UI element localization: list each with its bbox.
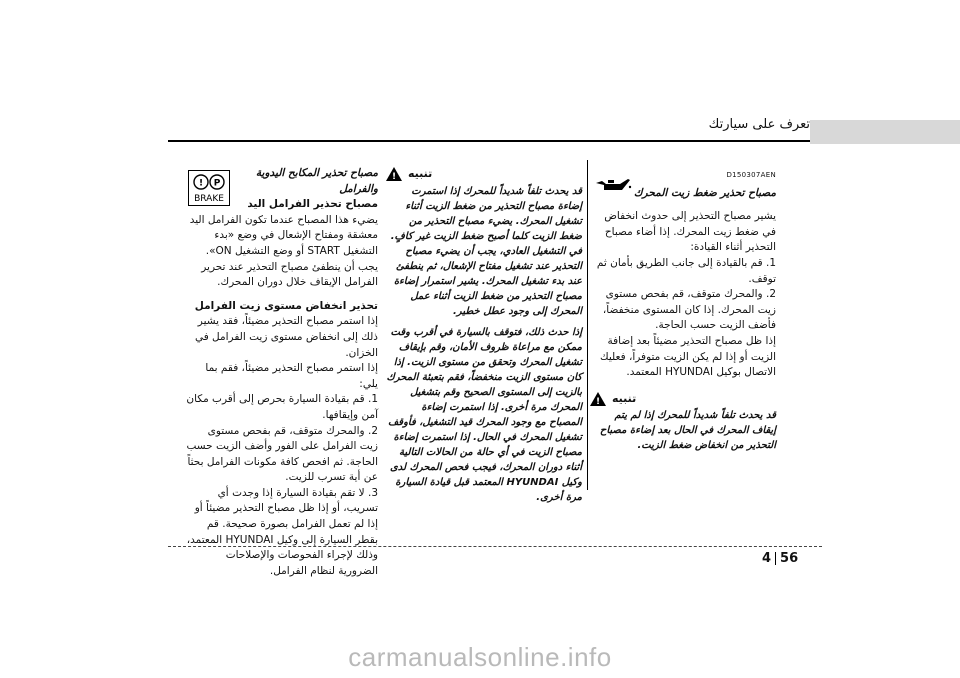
caution-title-right: تنبيه — [612, 391, 637, 405]
brake-label: BRAKE — [194, 194, 224, 204]
column-divider — [587, 160, 588, 490]
header-rule — [168, 140, 822, 142]
brake-warning-icon — [188, 170, 230, 206]
chapter-number: 4 — [762, 551, 772, 566]
warning-triangle-icon: ! — [386, 167, 402, 181]
caution-middle-p2: إذا حدث ذلك، فتوقف بالسيارة في أقرب وقت ممكن مع مراعاة ظروف الأمان، وقم بإيقاف تشغيل المحرك وتحقق من مستوى الزيت. إذا كان مستوى الزيت منخفضاً، فقم بتعبئة المحرك بالزيت إلى المستوى الصحيح وقم بتشغيل المحرك مرة أخرى. إذا استمرت إضاءة المصباح مع وجود المحرك قيد التشغيل، فأوقف تشغيل المحرك في الحال. إذا استمرت إضاءة مصباح الزيت في أي حالة من الحالات التالية أثناء دوران المحرك، فيجب فحص المحرك لدى وكيل HYUNDAI المعتمد قبل قيادة السيارة مرة أخرى. — [386, 326, 582, 503]
parking-brake-intro: يضيء هذا المصباح عندما تكون الفرامل اليد معشقة ومفتاح الإشعال في وضع «بدء التشغيل START أو وضع التشغيل ON». يجب أن ينطفئ مصباح التحذير عند تحرير الفرامل الإيقاف خلال دوران المحرك. — [189, 213, 378, 289]
page-index: 56 — [780, 551, 799, 566]
header-tab — [810, 120, 960, 144]
caption-brake: مصباح تحذير المكابح اليدوية — [255, 167, 378, 179]
oil-step-2: 2. والمحرك متوقف، قم بفحص مستوى زيت المحرك. إذا كان المستوى منخفضاً، فأضف الزيت حسب الحاجة. — [602, 288, 776, 332]
page-number — [762, 551, 798, 566]
subcaption-brake-fluid: تحذير انخفاض مستوى زيت الفرامل — [194, 299, 378, 312]
right-column — [590, 168, 776, 453]
caption-brake-2: والفرامل — [339, 182, 378, 195]
brake-step-2: 2. والمحرك متوقف، قم بفحص مستوى زيت الفرامل على الفور وأضف الزيت حسب الحاجة. ثم افحص كافة مكونات الفرامل بحثاً عن أية تسرب للزيت. — [186, 424, 378, 484]
svg-text:P: P — [213, 178, 221, 189]
oil-can-icon — [594, 175, 632, 193]
watermark: carmanualsonline.info — [348, 642, 612, 672]
subcaption-parking-brake: مصباح تحذير الفرامل اليد — [247, 198, 378, 211]
left-column — [186, 166, 378, 579]
warning-triangle-icon: ! — [590, 392, 606, 406]
brake-step-3: 3. لا تقم بقيادة السيارة إذا وجدت أي تسريب، أو إذا ظل مصباح التحذير مضيئاً أو إذا لم تعمل الفرامل بصورة صحيحة. قم بقطر السيارة إلى وكيل HYUNDAI المعتمد، وذلك لإجراء الفحوصات والإصلاحات الضرورية لنظام الفرامل. — [186, 486, 378, 577]
section-title: تعرف على سيارتك — [708, 117, 810, 132]
footer-rule — [168, 546, 822, 547]
oil-body-2: إذا ظل مصباح التحذير مضيئاً بعد إضافة الزيت أو إذا لم يكن الزيت متوفراً، فعليك الاتصال بوكيل HYUNDAI المعتمد. — [600, 334, 776, 379]
brake-fluid-p2: إذا استمر مصباح التحذير مضيئاً، فقم بما يلي: — [205, 362, 378, 390]
oil-step-1: 1. قم بالقيادة إلى جانب الطريق بأمان ثم توقف. — [596, 256, 776, 285]
caution-middle-p1: قد يحدث تلفاً شديداً للمحرك إذا استمرت إضاءة مصباح التحذير من ضغط الزيت أثناء تشغيل المحرك. يضيء مصباح التحذير من ضغط الزيت كلما أصبح ضغط الزيت غير كافٍ. في التشغيل العادي، يجب أن يضيء مصباح التحذير عند تشغيل مفتاح الإشعال، ثم ينطفئ عند بدء تشغيل المحرك. يشير استمرار إضاءة مصباح التحذير من ضغط الزيت أثناء عمل المحرك إلى وجود عطل خطير. — [390, 185, 582, 317]
brake-step-1: 1. قم بقيادة السيارة بحرص إلى أقرب مكان آمن وإيقافها. — [186, 393, 378, 421]
caution-body-right: قد يحدث تلفاً شديداً للمحرك إذا لم يتم إيقاف المحرك في الحال بعد إضاءة مصباح التحذير من انخفاض ضغط الزيت. — [599, 410, 776, 452]
reference-code: D150307AEN — [726, 171, 776, 179]
caption-oil-pressure: مصباح تحذير ضغط زيت المحرك — [633, 186, 776, 199]
svg-text:!: ! — [198, 178, 204, 189]
caution-box-right — [590, 391, 776, 454]
caution-title-middle: تنبيه — [408, 167, 433, 180]
brake-fluid-p1: إذا استمر مصباح التحذير مضيئاً، فقد يشير ذلك إلى انخفاض مستوى زيت الفرامل في الخزان. — [194, 315, 378, 359]
oil-body-1: يشير مصباح التحذير إلى حدوث انخفاض في ضغط زيت المحرك. إذا أضاء مصباح التحذير أثناء القيادة: — [604, 210, 776, 254]
middle-column — [386, 166, 582, 505]
